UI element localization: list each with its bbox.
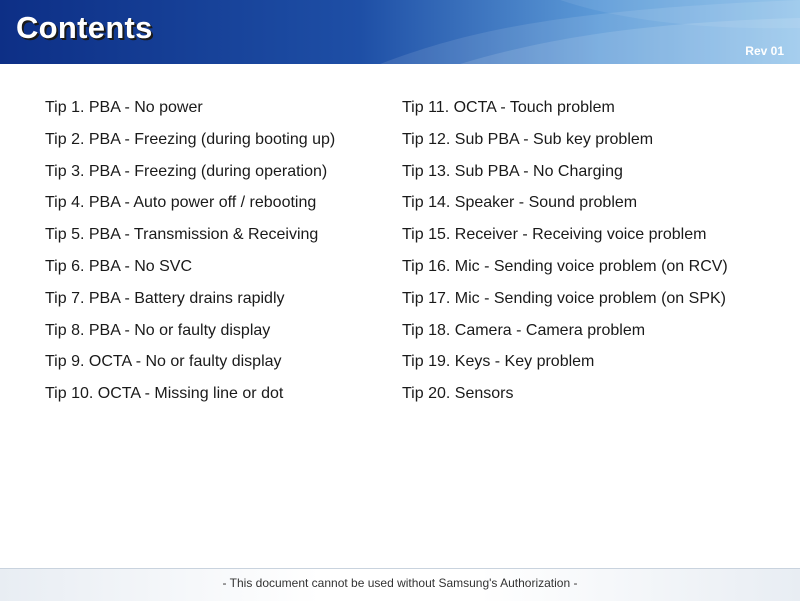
tip-item: Tip 9. OCTA - No or faulty display [45,353,282,371]
tip-item: Tip 3. PBA - Freezing (during operation) [45,162,328,180]
tip-item: Tip 13. Sub PBA - No Charging [402,162,623,180]
tip-item: Tip 20. Sensors [402,385,514,403]
tip-item: Tip 18. Camera - Camera problem [402,321,646,339]
tip-item: Tip 15. Receiver - Receiving voice problem [402,226,707,244]
tip-item: Tip 10. OCTA - Missing line or dot [45,385,284,403]
tips-list-left [45,98,335,416]
footer-bar [0,568,800,601]
tip-item: Tip 14. Speaker - Sound problem [402,194,638,212]
tip-item: Tip 4. PBA - Auto power off / rebooting [45,194,317,212]
tip-item: Tip 1. PBA - No power [45,99,203,116]
tip-item: Tip 8. PBA - No or faulty display [45,321,271,339]
page-title: Contents [16,10,153,45]
tip-item: Tip 7. PBA - Battery drains rapidly [45,289,285,307]
tip-item: Tip 11. OCTA - Touch problem [402,99,615,116]
tip-item: Tip 12. Sub PBA - Sub key problem [402,130,654,148]
tips-list-right [402,98,728,416]
revision-label: Rev 01 [745,44,784,58]
tip-item: Tip 19. Keys - Key problem [402,353,595,371]
tip-item: Tip 6. PBA - No SVC [45,257,193,275]
header-banner [0,0,800,64]
tip-item: Tip 17. Mic - Sending voice problem (on SPK) [402,289,726,307]
tip-item: Tip 16. Mic - Sending voice problem (on RCV) [402,257,728,275]
footer-notice: - This document cannot be used without Samsung's Authorization - [222,576,578,590]
tip-item: Tip 5. PBA - Transmission & Receiving [45,226,319,244]
tip-item: Tip 2. PBA - Freezing (during booting up) [45,130,336,148]
